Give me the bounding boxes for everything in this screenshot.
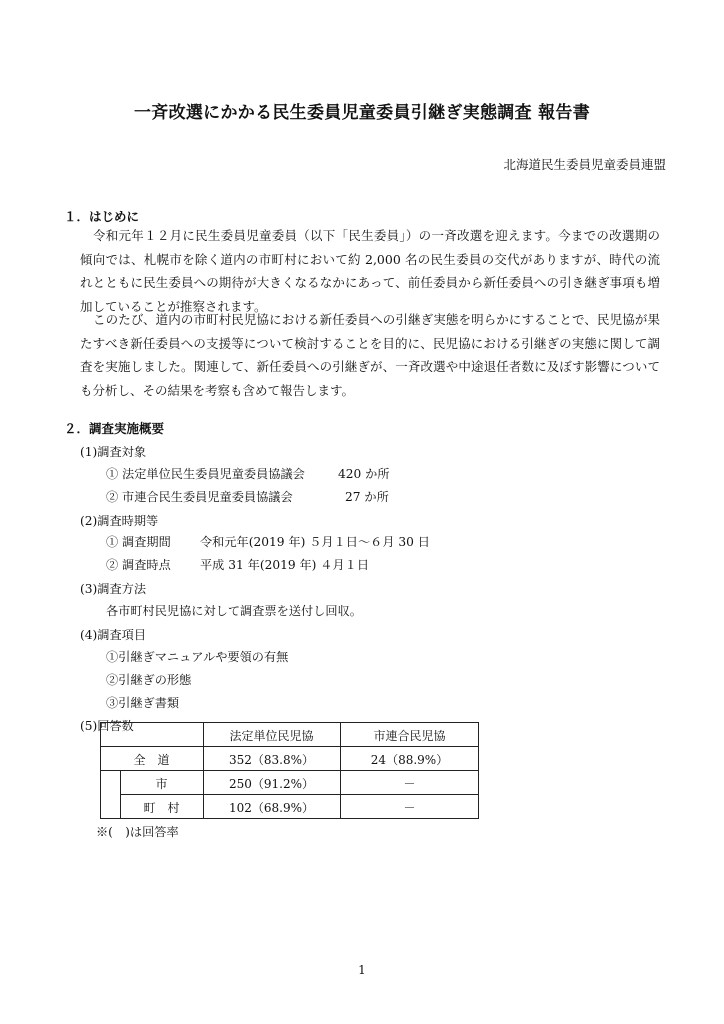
organization-name: 北海道民生委員児童委員連盟 [503, 157, 666, 172]
table-cell-city-legal: 250（91.2%） [228, 777, 315, 791]
report-title: 一斉改選にかかる民生委員児童委員引継ぎ実態調査 報告書 [133, 103, 591, 123]
subsection-1-title: (1)調査対象 [80, 445, 147, 459]
method-text: 各市町村民児協に対して調査票を送付し回収。 [106, 604, 362, 618]
period-item-1-label: ① 調査期間 [106, 535, 171, 549]
section2-heading: ２．調査実施概要 [64, 421, 165, 436]
table-row-label-town: 町 村 [143, 801, 180, 815]
subsection-2-title: (2)調査時期等 [80, 514, 159, 528]
section1-heading: １．はじめに [64, 209, 140, 224]
table-row-label-city: 市 [155, 777, 168, 791]
table-cell-whole-legal: 352（83.8%） [228, 753, 315, 767]
table-cell-town-city: － [403, 801, 416, 815]
table-cell-town-legal: 102（68.9%） [228, 801, 315, 815]
subsection-3-title: (3)調査方法 [80, 582, 147, 596]
target-item-1-label: ① 法定単位民生委員児童委員協議会 [106, 467, 305, 481]
subsection-5-title: (5)回答数 [80, 719, 134, 733]
table-cell-city-city: － [403, 777, 416, 791]
table-cell-whole-city: 24（88.9%） [370, 753, 449, 767]
survey-item-1: ①引継ぎマニュアルや要領の有無 [106, 650, 289, 664]
target-item-1-value: 420 か所 [338, 467, 390, 481]
period-item-1-value: 令和元年(2019 年) ５月１日～６月 30 日 [200, 535, 430, 549]
subsection-4-title: (4)調査項目 [80, 628, 147, 642]
target-item-2-value: 27 か所 [345, 490, 389, 504]
period-item-2-label: ② 調査時点 [106, 558, 171, 572]
target-item-2-label: ② 市連合民生委員児童委員協議会 [106, 490, 293, 504]
survey-item-2: ②引継ぎの形態 [106, 673, 192, 687]
period-item-2-value: 平成 31 年(2019 年) ４月１日 [200, 558, 370, 572]
table-note: ※( )は回答率 [96, 825, 179, 839]
response-table [100, 722, 479, 819]
table-header-city-union: 市連合民児協 [373, 729, 446, 743]
table-header-legal: 法定単位民児協 [229, 729, 314, 743]
section1-paragraph-2: このたび、道内の市町村民児協における新任委員への引継ぎ実態を明らかにすることで、民児協が果たすべき新任委員への支援等について検討することを目的に、民児協における引継ぎの実態に関して調査を実施しました。関連して、新任委員への引継ぎが、一斉改選や中途退任者数に及ぼす影響についても分析し、その結果を考察も含めて報告します。 [80, 312, 660, 398]
table-row-label-whole: 全 道 [133, 753, 170, 767]
page-number: 1 [358, 963, 366, 977]
survey-item-3: ③引継ぎ書類 [106, 696, 180, 710]
section1-paragraph-1: 令和元年１２月に民生委員児童委員（以下「民生委員」）の一斉改選を迎えます。今までの改選期の傾向では、札幌市を除く道内の市町村において約 2,000 名の民生委員の交代がありますが、時代の流れとともに民生委員への期待が大きくなるなかにあって、前任委員から新任委員への引き継ぎ事項も増加していることが推察されます。 [80, 228, 660, 314]
